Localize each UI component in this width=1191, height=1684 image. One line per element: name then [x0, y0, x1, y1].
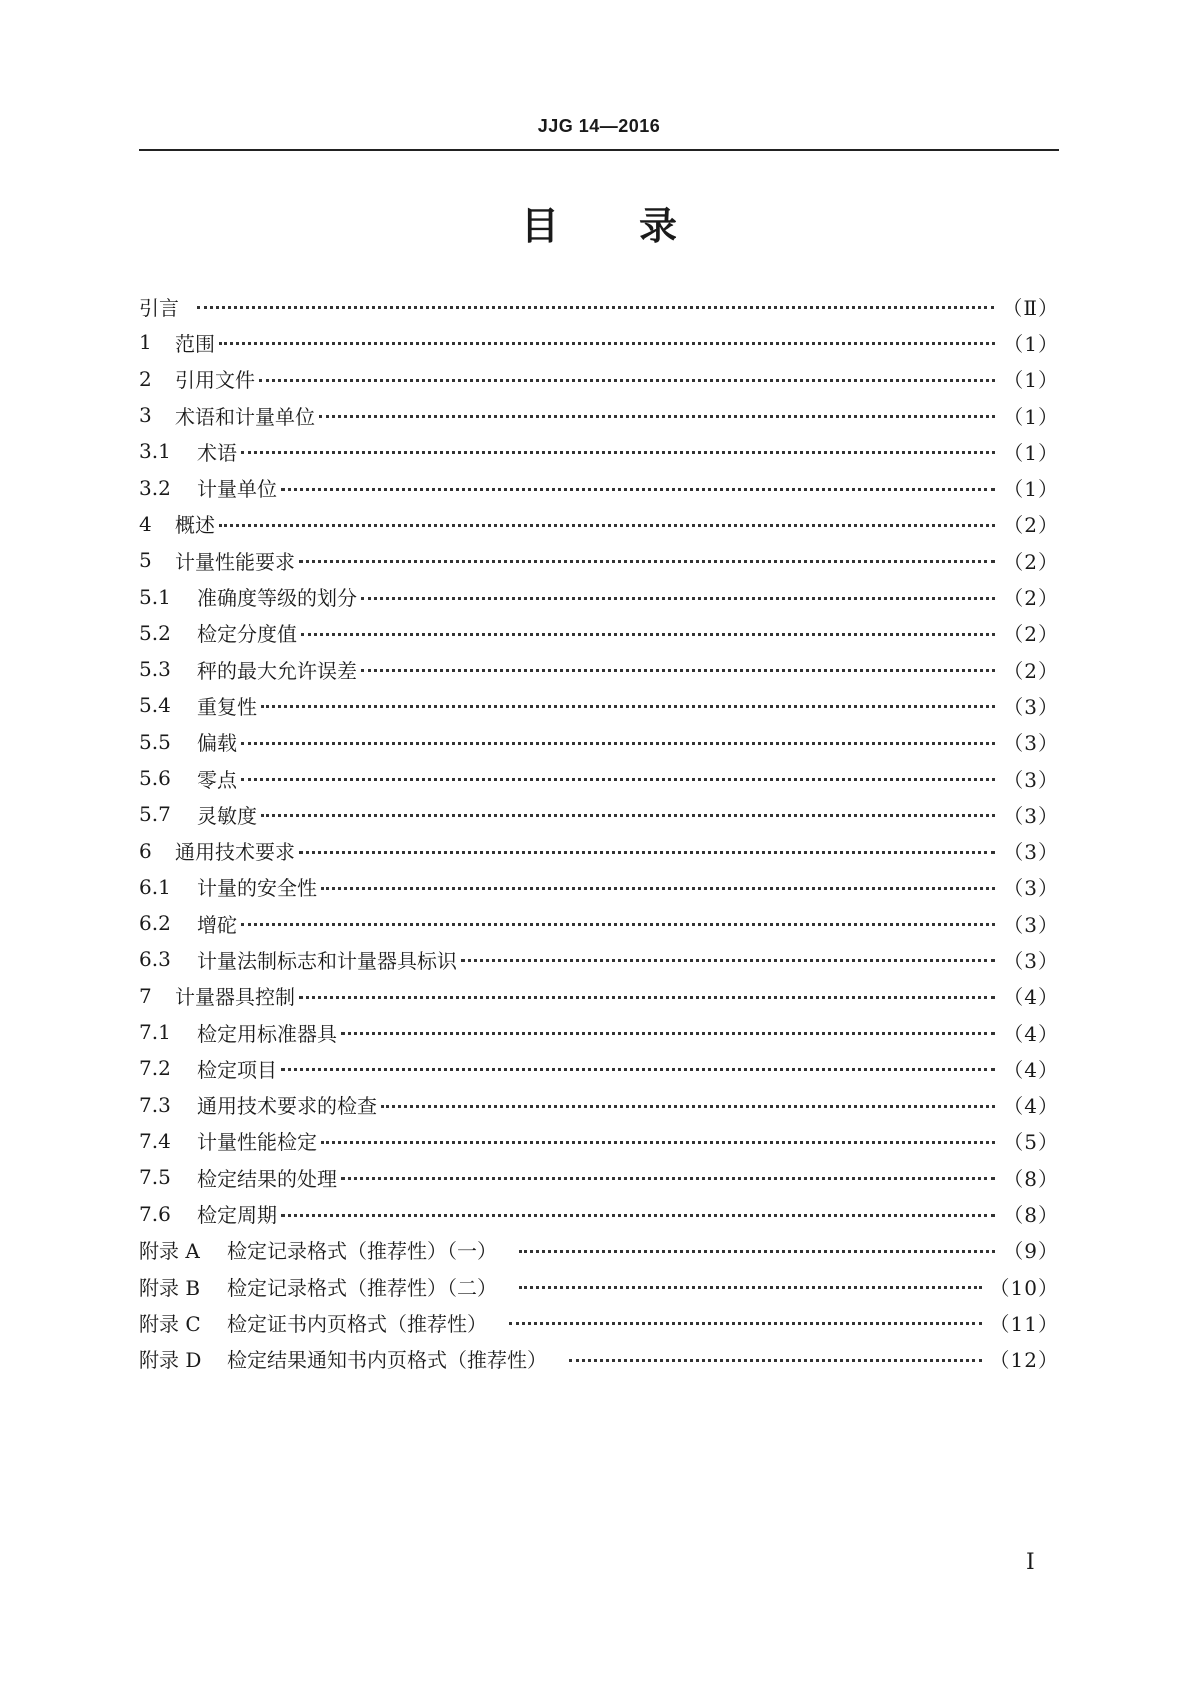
toc-leader-dots — [261, 802, 995, 826]
toc-entry[interactable] — [139, 433, 1059, 469]
toc-entry-label: 增砣 — [197, 912, 237, 937]
toc-entry-number: 3.1 — [139, 439, 171, 464]
toc-leader-dots — [219, 512, 995, 536]
toc-entry[interactable] — [139, 397, 1059, 433]
toc-entry[interactable] — [139, 1159, 1059, 1195]
toc-entry[interactable] — [139, 978, 1059, 1014]
toc-entry-number: 7.3 — [139, 1092, 171, 1117]
toc-entry-number: 7.4 — [139, 1128, 171, 1153]
toc-entry-label: 偏载 — [197, 731, 237, 756]
toc-leader-dots — [241, 439, 995, 463]
toc-leader-dots — [361, 657, 995, 681]
toc-entry[interactable] — [139, 578, 1059, 614]
toc-leader-dots — [261, 693, 995, 717]
toc-entry-number: 7.2 — [139, 1056, 171, 1081]
toc-entry-number: 3.2 — [139, 475, 171, 500]
toc-entry-label: 零点 — [197, 767, 237, 792]
toc-leader-dots — [321, 875, 995, 899]
toc-leader-dots — [301, 621, 995, 645]
toc-entry-page: （3） — [1003, 948, 1059, 973]
toc-entry-label: 计量性能要求 — [175, 549, 295, 574]
toc-entry-label: 术语和计量单位 — [175, 404, 315, 429]
toc-entry-label: 术语 — [197, 440, 237, 465]
toc-leader-dots — [197, 294, 994, 318]
toc-entry-page: （2） — [1003, 513, 1059, 538]
toc-entry-number: 4 — [139, 511, 152, 536]
toc-entry-page: （1） — [1003, 404, 1059, 429]
toc-leader-dots — [219, 330, 995, 354]
toc-entry-label: 检定用标准器具 — [197, 1021, 337, 1046]
toc-entry-page: （1） — [1003, 368, 1059, 393]
toc-entry[interactable] — [139, 869, 1059, 905]
toc-entry[interactable] — [139, 651, 1059, 687]
toc-entry[interactable] — [139, 796, 1059, 832]
toc-entry-number: 附录 B — [139, 1275, 201, 1300]
toc-entry-page: （2） — [1003, 658, 1059, 683]
toc-leader-dots — [299, 984, 995, 1008]
toc-entry[interactable] — [139, 1050, 1059, 1086]
toc-entry[interactable] — [139, 832, 1059, 868]
toc-entry-label: 检定记录格式（推荐性）（二） — [227, 1275, 497, 1300]
toc-entry-page: （3） — [1003, 876, 1059, 901]
toc-entry-label: 检定分度值 — [197, 622, 297, 647]
toc-entry-page: （3） — [1003, 767, 1059, 792]
toc-entry-label: 灵敏度 — [197, 803, 257, 828]
toc-entry[interactable] — [139, 506, 1059, 542]
toc-entry-page: （4） — [1003, 1094, 1059, 1119]
toc-entry-label: 计量的安全性 — [197, 876, 317, 901]
toc-entry[interactable] — [139, 1304, 1059, 1340]
toc-entry-label: 检定记录格式（推荐性）（一） — [227, 1239, 497, 1264]
toc-entry[interactable] — [139, 324, 1059, 360]
toc-entry-page: （3） — [1003, 803, 1059, 828]
toc-entry-number: 5.7 — [139, 802, 171, 827]
toc-entry[interactable] — [139, 724, 1059, 760]
toc-entry-page: （2） — [1003, 586, 1059, 611]
toc-entry-label: 通用技术要求的检查 — [197, 1094, 377, 1119]
toc-entry-label: 计量法制标志和计量器具标识 — [197, 948, 457, 973]
toc-leader-dots — [241, 766, 995, 790]
toc-entry-label: 范围 — [175, 331, 215, 356]
toc-entry-number: 5.4 — [139, 693, 171, 718]
toc-leader-dots — [569, 1347, 982, 1371]
toc-entry-page: （3） — [1003, 731, 1059, 756]
toc-entry-page: （10） — [989, 1275, 1059, 1300]
toc-entry-number: 6.1 — [139, 874, 171, 899]
toc-entry-page: （4） — [1003, 985, 1059, 1010]
toc-leader-dots — [281, 476, 995, 500]
toc-leader-dots — [519, 1238, 995, 1262]
toc-leader-dots — [509, 1310, 982, 1334]
toc-leader-dots — [299, 839, 995, 863]
toc-entry-label: 检定项目 — [197, 1057, 277, 1082]
toc-entry-label: 检定结果的处理 — [197, 1166, 337, 1191]
toc-entry-page: （8） — [1003, 1166, 1059, 1191]
toc-entry-page: （12） — [989, 1348, 1059, 1373]
toc-entry-number: 5.5 — [139, 729, 171, 754]
toc-entry-page: （2） — [1003, 549, 1059, 574]
toc-entry-label: 计量性能检定 — [197, 1130, 317, 1155]
toc-entry-label: 检定证书内页格式（推荐性） — [227, 1311, 487, 1336]
toc-entry-number: 5.2 — [139, 620, 171, 645]
toc-entry[interactable] — [139, 288, 1059, 324]
toc-entry[interactable] — [139, 1087, 1059, 1123]
toc-entry-page: （Ⅱ） — [1002, 295, 1059, 320]
toc-entry-number: 2 — [139, 366, 152, 391]
toc-entry-number: 5.3 — [139, 657, 171, 682]
toc-entry-number: 附录 C — [139, 1311, 201, 1336]
toc-entry-page: （4） — [1003, 1057, 1059, 1082]
toc-entry-number: 5.1 — [139, 584, 171, 609]
page-title — [139, 200, 1059, 252]
toc-entry-page: （1） — [1003, 331, 1059, 356]
toc-entry-number: 附录 D — [139, 1348, 202, 1373]
document-code-header: JJG 14—2016 — [537, 116, 661, 136]
toc-entry-number: 7.6 — [139, 1201, 171, 1226]
toc-entry-label: 重复性 — [197, 694, 257, 719]
toc-entry[interactable] — [139, 361, 1059, 397]
title-char-1: 目 — [520, 204, 559, 248]
toc-entry-number: 7.1 — [139, 1020, 171, 1045]
toc-entry-number: 7 — [139, 983, 152, 1008]
toc-entry[interactable] — [139, 1232, 1059, 1268]
toc-leader-dots — [321, 1129, 995, 1153]
toc-entry[interactable] — [139, 760, 1059, 796]
toc-entry-number: 7.5 — [139, 1165, 171, 1190]
toc-entry[interactable] — [139, 1195, 1059, 1231]
toc-entry-page: （4） — [1003, 1021, 1059, 1046]
toc-entry-page: （1） — [1003, 440, 1059, 465]
toc-entry-label: 准确度等级的划分 — [197, 586, 357, 611]
toc-entry-page: （3） — [1003, 840, 1059, 865]
toc-entry-label: 引言 — [139, 295, 179, 320]
toc-entry-number: 1 — [139, 330, 152, 355]
toc-entry-number: 5 — [139, 548, 152, 573]
toc-entry-label: 计量单位 — [197, 477, 277, 502]
toc-entry-number: 6.3 — [139, 947, 171, 972]
toc-entry-number: 5.6 — [139, 766, 171, 790]
toc-entry[interactable] — [139, 1268, 1059, 1304]
toc-leader-dots — [259, 367, 995, 391]
toc-entry-label: 引用文件 — [175, 368, 255, 393]
toc-entry-page: （5） — [1003, 1130, 1059, 1155]
toc-leader-dots — [341, 1165, 995, 1189]
toc-entry-page: （2） — [1003, 622, 1059, 647]
toc-entry[interactable] — [139, 905, 1059, 941]
toc-entry[interactable] — [139, 941, 1059, 977]
toc-entry[interactable] — [139, 615, 1059, 651]
toc-entry-page: （3） — [1003, 912, 1059, 937]
toc-entry-label: 通用技术要求 — [175, 840, 295, 865]
toc-entry-page: （3） — [1003, 694, 1059, 719]
title-char-2: 录 — [639, 204, 678, 248]
toc-entry-number: 3 — [139, 403, 152, 428]
toc-entry[interactable] — [139, 1341, 1059, 1377]
toc-entry-label: 秤的最大允许误差 — [197, 658, 357, 683]
toc-entry-page: （11） — [989, 1311, 1059, 1336]
toc-entry-page: （1） — [1003, 477, 1059, 502]
toc-leader-dots — [341, 1020, 995, 1044]
toc-entry-label: 计量器具控制 — [175, 985, 295, 1010]
page-number: Ⅰ — [1026, 1550, 1035, 1575]
header-rule — [139, 149, 1059, 151]
toc-leader-dots — [461, 947, 995, 971]
toc-entry-number: 6 — [139, 838, 152, 863]
toc-entry-number: 6.2 — [139, 911, 171, 936]
toc-entry-label: 检定结果通知书内页格式（推荐性） — [227, 1348, 547, 1373]
toc-leader-dots — [299, 548, 995, 572]
toc-leader-dots — [281, 1056, 995, 1080]
toc-entry[interactable] — [139, 687, 1059, 723]
toc-entry-page: （9） — [1003, 1239, 1059, 1264]
toc-leader-dots — [361, 585, 995, 609]
toc-leader-dots — [381, 1093, 995, 1117]
toc-entry-label: 概述 — [175, 513, 215, 538]
toc-leader-dots — [241, 911, 995, 935]
toc-leader-dots — [241, 730, 995, 754]
toc-leader-dots — [519, 1274, 982, 1298]
toc-entry[interactable] — [139, 1123, 1059, 1159]
toc-leader-dots — [281, 1202, 995, 1226]
toc-entry-number: 附录 A — [139, 1239, 200, 1264]
toc-entry-label: 检定周期 — [197, 1203, 277, 1228]
toc-entry[interactable] — [139, 542, 1059, 578]
toc-entry[interactable] — [139, 469, 1059, 505]
table-of-contents — [139, 288, 1059, 1377]
toc-entry[interactable] — [139, 1014, 1059, 1050]
toc-entry-page: （8） — [1003, 1203, 1059, 1228]
toc-leader-dots — [319, 403, 995, 427]
